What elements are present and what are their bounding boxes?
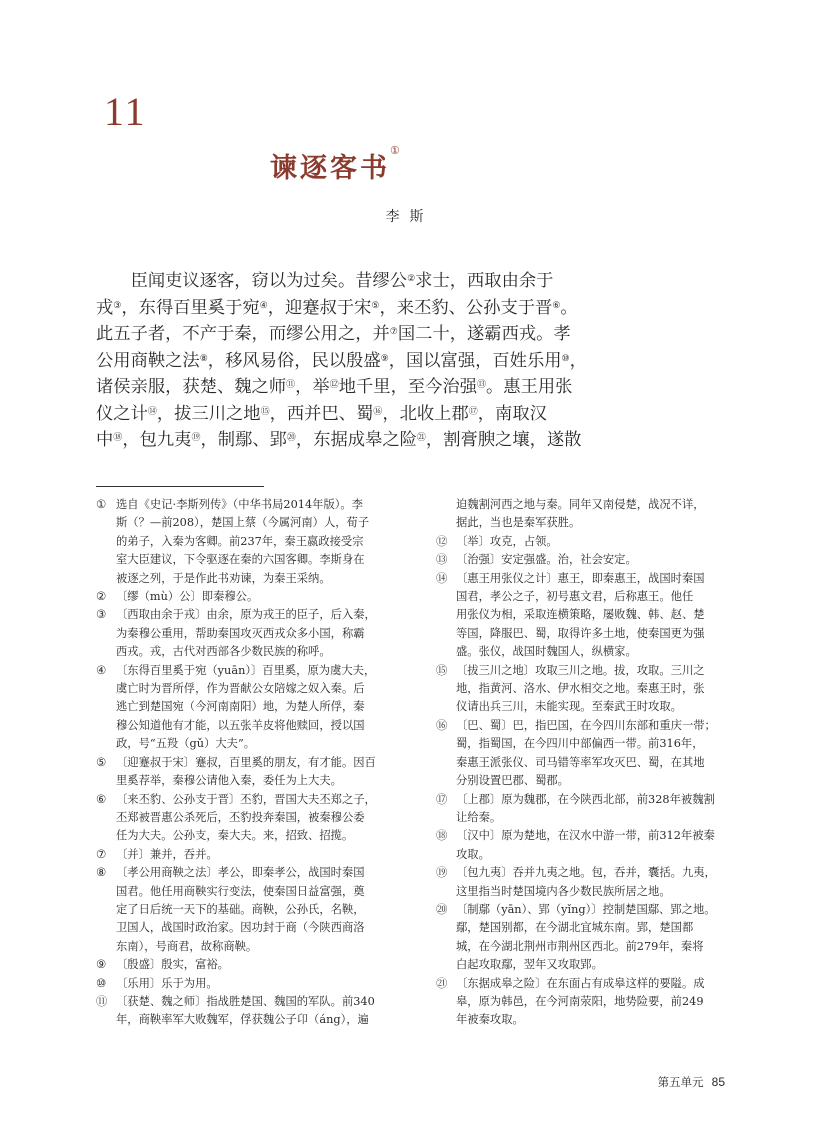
- footnote-line: 迫魏割河西之地与秦。同年又南侵楚，战况不详，: [456, 498, 705, 511]
- footnote-line: 仪请出兵三川，未能实现。至秦武王时攻取。: [456, 700, 682, 714]
- footnote-line: 等国，降服巴、蜀，取得许多土地，使秦国更为强: [456, 626, 705, 640]
- footnote: [96, 846, 406, 864]
- footnote: [436, 791, 746, 828]
- footnote-line: 被逐之列，于是作此书劝谏，为秦王采纳。: [116, 571, 331, 585]
- footnote-line: 〔迎蹇叔于宋〕蹇叔，百里奚的朋友，有才能。因百: [116, 755, 376, 769]
- footnote-line: 蜀，指蜀国，在今四川中部偏西一带。前316年，: [456, 737, 704, 751]
- footnote-number: ⑬: [436, 553, 448, 567]
- footnote-line: 任为大夫。公孙支，秦大夫。来，招致、招揽。: [116, 829, 354, 843]
- footnote: [96, 975, 406, 993]
- footnote-number: ③: [96, 608, 107, 622]
- footnote-line: 〔举〕攻克，占领。: [456, 534, 558, 548]
- footnote: [436, 533, 746, 551]
- main-text: [96, 268, 587, 454]
- footnote-line: 这里指当时楚国境内各少数民族所居之地。: [456, 884, 671, 898]
- footnote-number: ⑥: [96, 792, 107, 806]
- footnote-line: 用张仪为相，采取连横策略，屡败魏、韩、赵、楚: [456, 608, 705, 622]
- footnote-line: 丕郑被晋惠公杀死后，丕豹投奔秦国，被秦穆公委: [116, 810, 365, 824]
- footnote-line: 鄢，楚国别都，在今湖北宜城东南。郢，楚国都: [456, 921, 694, 935]
- footnote-line: 让给秦。: [456, 810, 502, 824]
- footnote-number: ⑩: [96, 976, 107, 990]
- footnote-number: ⑧: [96, 866, 107, 880]
- footnote-line: 选自《史记·李斯列传》（中华书局2014年版）。李: [116, 498, 363, 511]
- footnote-number: ⑪: [96, 994, 108, 1008]
- footnote-line: 白起攻取鄢，翌年又攻取郢。: [456, 958, 603, 972]
- footnote-line: 〔上郡〕原为魏郡，在今陕西北部，前328年被魏割: [456, 792, 715, 806]
- title-note-mark: ①: [390, 144, 403, 157]
- notes-left-column: [96, 496, 406, 1030]
- footnote: [96, 496, 406, 588]
- footnote-line: 据此，当也是秦军获胜。: [456, 516, 581, 530]
- footnote-line: 地，指黄河、洛水、伊水相交之地。秦惠王时，张: [456, 682, 705, 696]
- footnote-number: ⑮: [436, 663, 448, 677]
- footnote-number: ⑨: [96, 958, 107, 972]
- footnote-line: 〔缪（mù）公〕即秦穆公。: [116, 590, 259, 604]
- footnote-line: 定了日后统一天下的基础。商鞅，公孙氏，名鞅，: [116, 902, 365, 916]
- footnote: [96, 791, 406, 846]
- footnote-number: ⑳: [436, 902, 448, 916]
- footnote-line: 盛。张仪，战国时魏国人，纵横家。: [456, 645, 637, 659]
- footnote-number: ⑤: [96, 755, 107, 769]
- footnote: [436, 496, 746, 533]
- footnote-line: 西戎。戎，古代对西部各少数民族的称呼。: [116, 645, 331, 659]
- title-text: 谏逐客书: [270, 153, 390, 184]
- body-line: 此五子者，不产于秦，而缪公用之，并⑦国二十，遂霸西戎。孝: [96, 324, 571, 344]
- footnote: [96, 588, 406, 606]
- footnote-line: 为秦穆公重用，帮助秦国攻灭西戎众多小国，称霸: [116, 626, 365, 640]
- footnote-number: ⑫: [436, 534, 448, 548]
- body-line: 诸侯亲服，获楚、魏之师⑪，举⑫地千里，至今治强⑬。惠王用张: [96, 377, 573, 397]
- footnote-line: 分别设置巴郡、蜀郡。: [456, 774, 569, 788]
- footnote-line: 〔孝公用商鞅之法〕孝公，即秦孝公，战国时秦国: [116, 866, 365, 880]
- footnote: [436, 864, 746, 901]
- footnote-line: 〔获楚、魏之师〕指战胜楚国、魏国的军队。前340: [116, 994, 375, 1008]
- footnote-number: ①: [96, 498, 107, 511]
- footnote-line: 穆公知道他有才能，以五张羊皮将他赎回，授以国: [116, 718, 365, 732]
- footnote-number: ②: [96, 590, 107, 604]
- footnote-line: 〔治强〕安定强盛。治，社会安定。: [456, 553, 637, 567]
- footnote-line: 皋，原为韩邑，在今河南荥阳，地势险要，前249: [456, 994, 704, 1008]
- footnote: [436, 901, 746, 975]
- footnote-line: 〔包九夷〕吞并九夷之地。包，吞并，囊括。九夷，: [456, 866, 716, 880]
- footnote-line: 虞亡时为晋所俘，作为晋献公女陪嫁之奴入秦。后: [116, 682, 365, 696]
- page-title: [270, 146, 403, 185]
- footnote-number: ⑭: [436, 571, 448, 585]
- footnote: [436, 827, 746, 864]
- footnote-line: 的弟子，入秦为客卿。前237年，秦王嬴政接受宗: [116, 534, 364, 548]
- body-line: 戎③，东得百里奚于宛④，迎蹇叔于宋⑤，来丕豹、公孙支于晋⑥。: [96, 297, 578, 318]
- footnote-line: 逃亡到楚国宛（今河南南阳）地，为楚人所俘，秦: [116, 700, 365, 714]
- footnote-line: 〔并〕兼并，吞并。: [116, 847, 218, 861]
- footnote: [436, 975, 746, 1030]
- body-paragraph: [96, 268, 587, 454]
- footnote-line: 城，在今湖北荆州市荆州区西北。前279年，秦将: [456, 939, 704, 953]
- footnote-line: 〔拔三川之地〕攻取三川之地。拔，攻取。三川之: [456, 663, 705, 677]
- footnote-line: 〔东得百里奚于宛（yuān）〕百里奚，原为虞大夫，: [116, 663, 376, 677]
- footnote-line: 里奚荐举，秦穆公请他入秦，委任为上大夫。: [116, 774, 342, 788]
- footnote-line: 室大臣建议，下令驱逐在秦的六国客卿。李斯身在: [116, 553, 365, 567]
- footnote-number: ⑯: [436, 718, 448, 732]
- footnote: [436, 662, 746, 717]
- footnote-divider: [96, 486, 264, 487]
- body-line: 中⑱，包九夷⑲，制鄢、郢⑳，东据成皋之险$^㉑$，割膏腴之壤，遂散: [96, 430, 582, 450]
- footnote: [96, 993, 406, 1030]
- body-line: 公用商鞅之法⑧，移风易俗，民以殷盛⑨，国以富强，百姓乐用⑩，: [96, 350, 587, 371]
- footnote-line: 攻取。: [456, 847, 490, 861]
- notes-right-column: [436, 496, 746, 1030]
- footnote: [96, 956, 406, 974]
- footnote-number: ㉑: [436, 976, 448, 990]
- unit-label: 第五单元: [657, 1075, 704, 1089]
- footnote-line: 秦惠王派张仪、司马错等率军攻灭巴、蜀，在其地: [456, 755, 705, 769]
- footnote-line: 东南），号商君，故称商鞅。: [116, 939, 258, 953]
- footnote-line: 年被秦攻取。: [456, 1013, 524, 1027]
- footnote-line: 〔巴、蜀〕巴，指巴国，在今四川东部和重庆一带；: [456, 718, 716, 732]
- footnote: [436, 717, 746, 791]
- page-footer: [658, 1074, 725, 1090]
- footnote-line: 〔殷盛〕殷实，富裕。: [116, 958, 229, 972]
- footnote-line: 〔西取由余于戎〕由余，原为戎王的臣子，后入秦，: [116, 608, 376, 622]
- author: 李斯: [385, 209, 434, 225]
- footnote-line: 国君，孝公之子，初号惠文君，后称惠王。他任: [456, 590, 694, 604]
- footnote-line: 〔乐用〕乐于为用。: [116, 976, 218, 990]
- footnote-line: 斯（？—前208），楚国上蔡（今属河南）人，荀子: [116, 516, 370, 530]
- lesson-number: 11: [104, 89, 147, 134]
- footnote: [96, 606, 406, 661]
- footnote-number: ⑰: [436, 792, 448, 806]
- footnote-number: ⑱: [436, 829, 448, 843]
- footnote: [96, 754, 406, 791]
- footnote-line: 〔东据成皋之险〕在东面占有成皋这样的要隘。成: [456, 976, 705, 990]
- footnote-line: 〔制鄢（yān）、郢（yǐng）〕控制楚国鄢、郢之地。: [456, 902, 716, 916]
- footnote: [436, 551, 746, 569]
- body-line: 仪之计⑭，拔三川之地⑮，西并巴、蜀⑯，北收上郡⑰，南取汉: [96, 403, 547, 424]
- footnote-line: 政，号“五羖（gǔ）大夫”。: [116, 737, 256, 751]
- footnote: [436, 570, 746, 662]
- footnote-line: 〔来丕豹、公孙支于晋〕丕豹，晋国大夫丕郑之子，: [116, 792, 376, 806]
- body-line: 臣闻吏议逐客，窃以为过矣。昔缪公②求士，西取由余于: [96, 271, 554, 291]
- footnote-line: 年，商鞅率军大败魏军，俘获魏公子卬（áng），遍: [116, 1013, 369, 1027]
- footnote: [96, 864, 406, 956]
- footnote-line: 〔汉中〕原为楚地，在汉水中游一带，前312年被秦: [456, 829, 715, 843]
- page-number: 85: [711, 1075, 725, 1089]
- footnote: [96, 662, 406, 754]
- footnote-line: 卫国人，战国时政治家。因功封于商（今陕西商洛: [116, 921, 365, 935]
- footnote-number: ⑲: [436, 866, 448, 880]
- footnote-line: 〔惠王用张仪之计〕惠王，即秦惠王，战国时秦国: [456, 571, 705, 585]
- footnote-number: ④: [96, 663, 107, 677]
- footnote-line: 国君。他任用商鞅实行变法，使秦国日益富强，奠: [116, 884, 365, 898]
- footnote-number: ⑦: [96, 847, 107, 861]
